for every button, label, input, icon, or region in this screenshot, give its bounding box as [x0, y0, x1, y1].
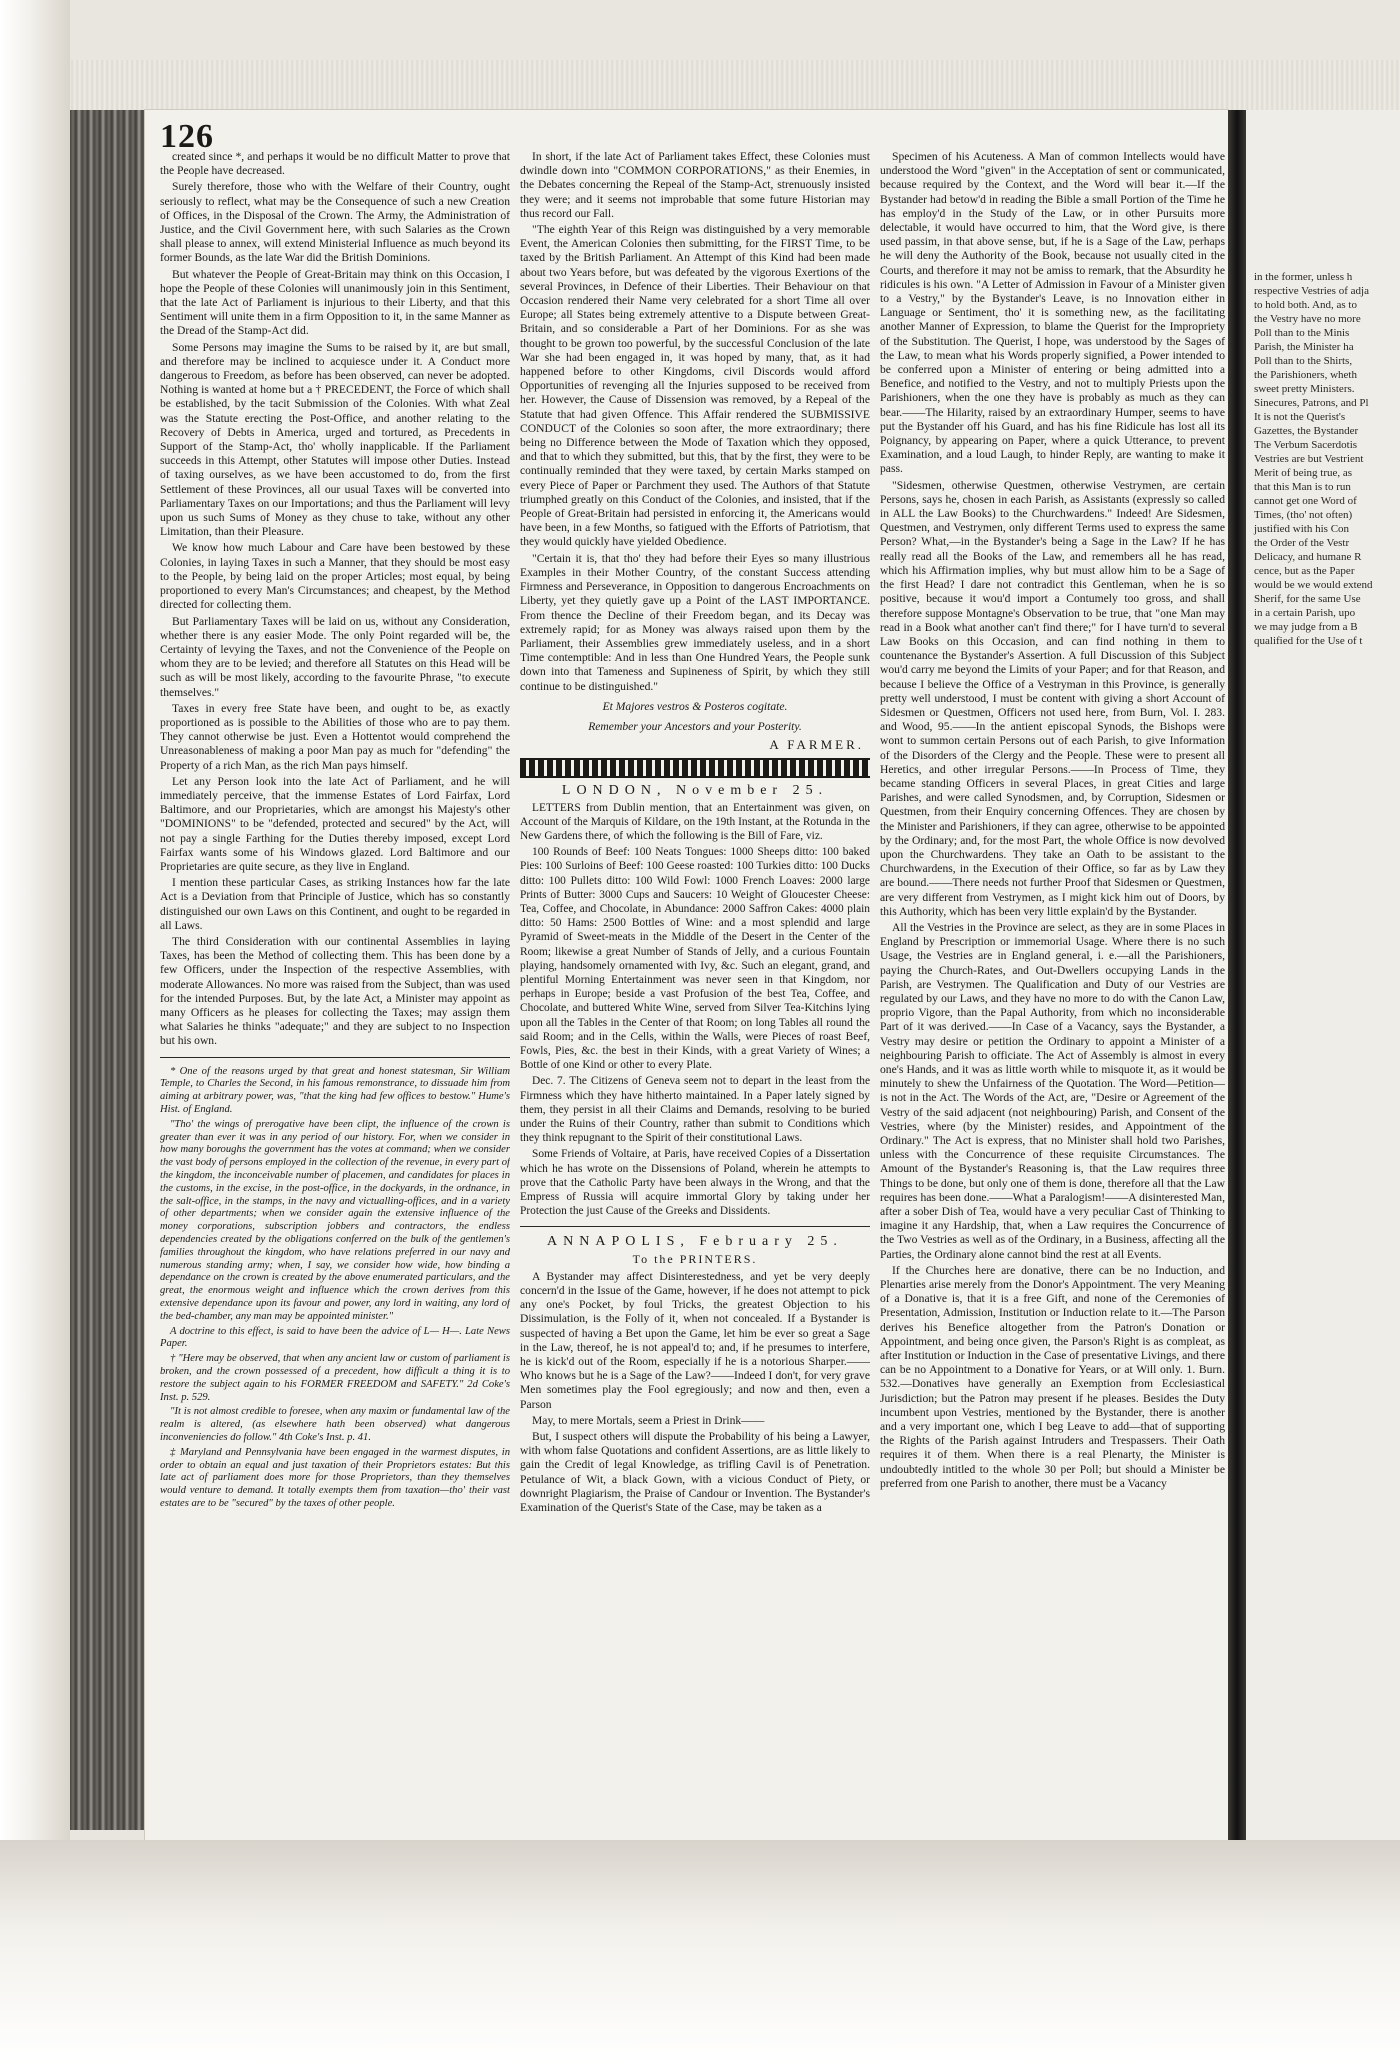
- paragraph: Let any Person look into the late Act of Parliament, and he will immediately perceive, that the immense Estates of Lord Fairfax, Lord Baltimore, and our Proprietaries, which are amongst his Majesty's other "DOMINIONS" to be "defended, protected and secured" by the Act, will not pay a single Farthing for the Duties thereby imposed, except Lord Fairfax wants some of his Windows glazed. Lord Baltimore and our Proprietaries are quite secure, as they live in England.: [160, 774, 510, 873]
- text-line: in the former, unless h: [1254, 271, 1353, 283]
- annapolis-dateline: ANNAPOLIS, February 25.: [547, 1234, 843, 1250]
- signature-a-farmer: A FARMER.: [769, 737, 864, 753]
- book-binding-edge: [70, 110, 145, 1830]
- text-line: Parish, the Minister ha: [1254, 341, 1354, 353]
- paragraph: "Sidesmen, otherwise Questmen, otherwise Vestrymen, are certain Persons, says he, chosen in each Parish, as Assistants (expressly so called in ALL the Law Books) to the Churchwardens." Indeed! Are Sidesmen, Questmen, and Vestrymen, only different Terms used to express the same Person? What,—in the Bystander's being a Sage in the Law? If he has really read all the Books of the Law, and remembers all he has read, which his Affirmation implies, why but must allow him to be a Sage of the first Head? I dare not contradict this Gentleman, when he is so positive, because it wou'd import a Contumely too gross, and shall therefore suppose Montagne's Observation to be true, that "one Man may read in a Book what another can't find there;" for I have turn'd to several Law Books on this Occasion, and can find nothing in them to countenance the Bystander's Assertion. A full Discussion of this Subject wou'd carry me beyond the Limits of your Paper; and for that Reason, and because I believe the Office of a Vestryman in this Province, is generally pretty well understood, I must be content with giving a short Account of Sidesmen or Questmen, Officers not used here, from Burn, Vol. I. 283. and Wood, 95.——In the antient episcopal Synods, the Bishops were wont to summon certain Persons out of each Parish, to give Information of the Disorders of the Clergy and the People. These were to present all Heretics, and other irregular Persons.——In Process of Time, they became standing Officers in several Places, in great Cities and large Parishes, and were called Synodsmen, and, by Corruption, Sidesmen or Questmen, from their Enquiry concerning Offences. They are chosen by the Minister and Parishioners, if they can agree, otherwise to be appointed by the Ordinary; and, for the most Part, the whole Office is now devolved upon the Churchwardens. They take an Oath to be assistant to the Churchwardens, in the Execution of their Office, so far as by Law they are bound.——There needs not further Proof that Sidesmen or Questmen, are very different from Vestrymen, as I might kick him out of Doors, by this Authority, which has been very little explain'd by the Bystander.: [880, 478, 1225, 918]
- paragraph: In short, if the late Act of Parliament takes Effect, these Colonies must dwindle down into "COMMON CORPORATIONS," as their Enemies, in the Debates concerning the Repeal of the Stamp-Act, strenuously insisted they were; and it seems not improbable that some future Historian may thus record our Fall.: [520, 150, 870, 220]
- page-number: 126: [160, 118, 214, 155]
- paragraph: 100 Rounds of Beef: 100 Neats Tongues: 1000 Sheeps ditto: 100 baked Pies: 100 Surloins of Beef: 100 Geese roasted: 100 Turkies ditto: 100 Ducks ditto: 100 Pullets ditto: 100 Wild Fowl: 1000 French Loaves: 2000 large Prints of Butter: 3000 Cups and Saucers: 10 Weight of Gloucester Cheese: Tea, Coffee, and Chocolate, in Abundance: 2000 Saffron Cakes: 4000 plain ditto: 50 Hams: 2500 Bottles of Wine: and a most splendid and large Pyramid of Sweet-meats in the Middle of the Desert in the Center of the Room; likewise a great Number of Stands of Jelly, and a curious Fountain playing, handsomely ornamented with Ivy, &c. Such an elegant, grand, and plentiful Morning Entertainment was never seen in that Kingdom, nor perhaps in Europe; beside a vast Profusion of the best Tea, Coffee, and Chocolate, and buttered White Wine, served from Silver Tea-Kitchins lying upon all the Tables in the Center of that Room; on long Tables all round the said Room; and in the Cells, within the Walls, were Pieces of roast Beef, Fowls, Pies, &c. the best in their Kinds, with a great Variety of Wines; a Bottle of one Kind or other to every Plate.: [520, 846, 870, 1072]
- paragraph: Surely therefore, those who with the Welfare of their Country, ought seriously to reflect, what may be the Consequence of such a new Creation of Offices, in the Disposal of the Crown. The Army, the Administration of Justice, and the Civil Government here, with such Salaries as the Crown shall please to annex, will extend Ministerial Influence as much beyond its former Bounds, as the late War did the British Dominions.: [160, 180, 510, 265]
- text-line: Poll than to the Minis: [1254, 327, 1350, 339]
- text-line: qualified for the Use of t: [1254, 635, 1363, 647]
- text-line: cence, but as the Paper: [1254, 565, 1355, 577]
- paragraph: Dec. 7. The Citizens of Geneva seem not to depart in the least from the Firmness which they have hitherto maintained. In a Paper lately signed by them, they persist in all their Claims and Demands, resolving to be buried under the Ruins of their Country, rather than submit to Conditions which they think repugnant to the Spirit of their constitutional Laws.: [520, 1075, 870, 1145]
- text-line: Times, (tho' not often): [1254, 509, 1353, 521]
- text-line: the Parishioners, wheth: [1254, 369, 1357, 381]
- facing-page-text: [1254, 270, 1394, 648]
- motto-translation: Remember your Ancestors and your Posterity.: [588, 719, 802, 733]
- paragraph: I mention these particular Cases, as striking Instances how far the late Act is a Deviation from that Principle of Justice, which has so constantly distinguished our own Laws on this Continent, and ought to be regarded in all Laws.: [160, 876, 510, 932]
- paragraph: If the Churches here are donative, there can be no Induction, and Plenarties arise merely from the Donor's Appointment. The very Meaning of a Donative is, that it is a free Gift, and none of the Ceremonies of Presentation, Admission, Institution or Induction relate to it.—The Parson derives his Benefice altogether from the Patron's Donation or Appointment, and being once given, the Parson's Right is as compleat, as after Institution or Induction in the Case of presentative Livings, and there can be no Appointment to a Donative for Years, or at Will only. 1. Burn. 532.—Donatives have generally an Exemption from Ecclesiastical Jurisdiction; but the Patron may present if he pleases. Besides the Duty incumbent upon Vestries, mentioned by the Bystander, there is another and a very important one, which I beg Leave to add—that of supporting the Rights of the Parish against Intruders and Trespassers. Their Oath requires it of them. When there is a real Plenarty, the Minister is undoubtedly intitled to the whole 30 per Poll; but should a Minister be preferred from one Parish to another, there must be a Vacancy: [880, 1263, 1225, 1490]
- section-divider: [520, 1226, 870, 1227]
- paragraph: May, to mere Mortals, seem a Priest in Drink——: [532, 1413, 765, 1427]
- paragraph: But Parliamentary Taxes will be laid on us, without any Consideration, whether there is any easier Mode. The only Point regarded will be, the Certainty of levying the Taxes, and not the Convenience of the People on whom they are to be levied; and therefore all Statutes on this Head will be such as will be most likely, according to the favourite Phrase, "to execute themselves.": [160, 614, 510, 699]
- latin-motto: Et Majores vestros & Posteros cogitate.: [602, 699, 788, 713]
- text-line: respective Vestries of adja: [1254, 285, 1369, 297]
- text-line: to hold both. And, as to: [1254, 299, 1357, 311]
- paragraph: LETTERS from Dublin mention, that an Entertainment was given, on Account of the Marquis of Kildare, on the 19th Instant, at the Rotunda in the New Gardens there, of which the following is the Bill of Fare, viz.: [520, 801, 870, 842]
- footnotes: [160, 1066, 510, 1511]
- footnote: "It is not almost credible to foresee, when any maxim or fundamental law of the realm is altered, (as elsewhere hath been observed) what dangerous inconveniencies do follow." 4th Coke's Inst. p. 41.: [160, 1406, 510, 1443]
- text-line: Sinecures, Patrons, and Pl: [1254, 397, 1369, 409]
- footnote: † "Here may be observed, that when any ancient law or custom of parliament is broken, and the crown possessed of a precedent, how difficult a thing it is to restore the subject again to his FORMER FREEDOM and SAFETY." 2d Coke's Inst. p. 529.: [160, 1353, 510, 1403]
- text-line: sweet pretty Ministers.: [1254, 383, 1355, 395]
- text-line: Vestries are but Vestrient: [1254, 453, 1364, 465]
- paragraph: A Bystander may affect Disinterestedness, and yet be very deeply concern'd in the Issue of the Game, however, if he does not attempt to pick any one's Pocket, by foul Tricks, the greatest Objection to his Dissimulation, is the Folly of it, when not concealed. If a Bystander is suspected of having a Bet upon the Game, let him be ever so great a Sage in the Law, thereof, he is not appeal'd to; and, if he presumes to interfere, he is kick'd out of the Room, especially if he is a notorious Sharper.——Who knows but he is a Sage of the Law?——Indeed I don't, for very grave Men sometimes play the Fool egregiously; and now and then, even a Parson: [520, 1269, 870, 1411]
- text-line: we may judge from a B: [1254, 621, 1358, 633]
- paragraph: But whatever the People of Great-Britain may think on this Occasion, I hope the People of these Colonies will unanimously join in this Sentiment, that the late Act of Parliament is injurious to their Liberty, and that this Sentiment will unite them in a firm Opposition to it, in the same Manner as the Dread of the Stamp-Act did.: [160, 267, 510, 338]
- text-line: Merit of being true, as: [1254, 467, 1353, 479]
- paragraph: We know how much Labour and Care have been bestowed by these Colonies, in laying Taxes in such a Manner, that they should be most easy to the People, by being laid on the proper Articles; most equal, by being proportioned to every Man's Circumstances; and cheapest, by the Method directed for collecting them.: [160, 541, 510, 612]
- text-line: It is not the Querist's: [1254, 411, 1346, 423]
- text-line: the Order of the Vestr: [1254, 537, 1350, 549]
- paragraph: created since *, and perhaps it would be no difficult Matter to prove that the People have decreased.: [160, 150, 510, 178]
- footnote: A doctrine to this effect, is said to have been the advice of L— H—. Late News Paper.: [160, 1325, 510, 1350]
- text-line: justified with his Con: [1254, 523, 1350, 535]
- paragraph: All the Vestries in the Province are select, as they are in some Places in England by Prescription or immemorial Usage. Where there is no such Usage, the Vestries are in England general, i. e.—all the Parishioners, paying the Church-Rates, and Out-Dwellers occupying Lands in the Parish, are Vestrymen. The Qualification and Duty of our Vestries are regulated by our Laws, and they have no more to do with the Canon Law, proprio Vigore, than the Papal Authority, from which no inconsiderable Part of it was derived.——In Case of a Vacancy, says the Bystander, a Vestry may desire or petition the Ordinary to appoint a Minister of a neighbouring Parish to officiate. The Act of Assembly is almost in every one's Hands, and it was as little worth while to misquote it, as it would be minutely to shew the Unfairness of the Quotation. The Word—Petition—is not in the Act. The Words of the Act, are, "Desire or Agreement of the Vestry of the said adjacent (not neighbouring) Parish, and Consent of the Vestries, where (by the Minister) resides, and Appointment of the Ordinary." The Act is express, that no Minister shall hold two Parishes, unless with the Concurrence of these requisite Circumstances. The Amount of the Bystander's Reasoning is, that the Law requires three Things to be done, but only one of them is done, therefore all that the Law requires has been done.——What a Paralogism!——A disinterested Man, after a sober Dish of Tea, would have a very peculiar Cast of Thinking to imagine it any Hardship, that, when a Law requires the Concurrence of the Two Vestries as well as of the Ordinary, in a Business, affecting all the Parties, the Ordinary alone cannot bind the rest at all Events.: [880, 920, 1225, 1261]
- text-line: Poll than to the Shirts,: [1254, 355, 1353, 367]
- column-right: [880, 150, 1225, 1830]
- paragraph: "Certain it is, that tho' they had before their Eyes so many illustrious Examples in their Mother Country, of the constant Success attending Firmness and Perseverance, in Opposition to dangerous Encroachments on Liberty, yet they quietly gave up a Point of the LAST IMPORTANCE. From thence the Decline of their Freedom began, and its Decay was extremely rapid; for as Money was always raised upon them by the Parliament, their Assemblies grew immediately useless, and in a short Time contemptible: And in less than One Hundred Years, the People sunk down into that Tameness and Supineness of Spirit, by which they still continue to be distinguished.": [520, 551, 870, 693]
- column-middle: [520, 150, 870, 1830]
- paragraph: Specimen of his Acuteness. A Man of common Intellects would have understood the Word "given" in the Acceptation of sent or communicated, because required by the Context, and the Word will bear it.—If the Bystander had betow'd in reading the Bible a small Portion of the Time he has employ'd in the Study of the Law, or in other Pursuits more delectable, it would have occurred to him, that the Word give, is there used passim, in that above sense, but, if he is a Sage of the Law, perhaps he will deny the Authority of the Book, because not usually cited in the Courts, and therefore it may not be amiss to remark, that the Absurdity he ridicules is his own. "A Letter of Admission in Favour of a Minister given to a Vestry," by the Bystander's Leave, is no Innovation either in Language or Sentiment, tho' it is something new, as the facilitating another Manner of Expression, to blame the Querist for the Impropriety of the Substitution. The Querist, I hope, was understood by the Sages of the Law, to mean what his Words properly signified, a Power intended to be conferred upon a Minister of entering or being admitted into a Benefice, and notified to the Vestry, and not to multiply Priests upon the Parishioners, when the one they have is probably as much as they can bear.——The Hilarity, raised by an extraordinary Humper, seems to have put the Bystander off his Guard, and has his fine Ridicule has lost all its Poignancy, by appearing on Paper, where a quick Utterance, to prevent Examination, and a loud Laugh, to hinder Reply, are wanting to make it pass.: [880, 150, 1225, 476]
- scan-left-margin: [0, 0, 70, 2065]
- text-line: Gazettes, the Bystander: [1254, 425, 1359, 437]
- paragraph: Taxes in every free State have been, and ought to be, as exactly proportioned as is possible to the Abilities of those who are to pay them. They cannot otherwise be just. Even a Hottentot would comprehend the Unreasonableness of making a poor Man pay as much for "defending" the Property of a rich Man, as the rich Man pays himself.: [160, 701, 510, 772]
- text-line: cannot get one Word of: [1254, 495, 1357, 507]
- ornamental-divider: [520, 758, 870, 778]
- facing-page-fragment: [1246, 110, 1400, 1840]
- page-gutter: [1228, 110, 1246, 1840]
- footnote: * One of the reasons urged by that great and honest statesman, Sir William Temple, to Charles the Second, in his famous remonstrance, to dissuade him from aiming at arbitrary power, was, "that the king had few offices to bestow." Hume's Hist. of England.: [160, 1065, 510, 1115]
- text-line: the Vestry have no more: [1254, 313, 1361, 325]
- scan-bottom-margin: [0, 1840, 1400, 2065]
- footnote: ‡ Maryland and Pennsylvania have been engaged in the warmest disputes, in order to obtain an equal and just taxation of their Proprietors estates: But this late act of parliament does more for those Proprietors, than they themselves would venture to demand. It totally exempts them from taxation—tho' their vast estates are to be "secured" by the taxes of other people.: [160, 1446, 510, 1509]
- text-line: that this Man is to run: [1254, 481, 1351, 493]
- paragraph: The third Consideration with our continental Assemblies in laying Taxes, has been the Method of collecting them. This has been done by a few Officers, under the Inspection of the respective Assemblies, with moderate Allowances. No more was raised from the Subject, than was used for the intended Purposes. But, by the late Act, a Minister may appoint as many Officers as he pleases for collecting the Taxes; may assign them what Salaries he thinks "adequate;" and they are subject to no Inspection but his own.: [160, 934, 510, 1048]
- paragraph: Some Friends of Voltaire, at Paris, have received Copies of a Dissertation which he has wrote on the Dissensions of Poland, wherein he attempts to prove that the Catholic Party have been always in the Wrong, and that the Empress of Russia will acquire immortal Glory by taking under her Protection the just Cause of the Greeks and Dissidents.: [520, 1148, 870, 1218]
- text-line: Sherif, for the same Use: [1254, 593, 1361, 605]
- paragraph: But, I suspect others will dispute the Probability of his being a Lawyer, with whom false Quotations and confident Assertions, are as little likely to gain the Credit of legal Knowledge, as trifling Cavil is of Penetration. Petulance of Wit, a black Gown, with a vicious Conduct of Piety, or downright Plagiarism, the Praise of Candour or Invention. The Bystander's Examination of the Querist's State of the Case, may be taken as a: [520, 1430, 870, 1515]
- column-left: [160, 150, 510, 1830]
- text-line: The Verbum Sacerdotis: [1254, 439, 1358, 451]
- london-dateline: LONDON, November 25.: [561, 783, 829, 799]
- text-line: Delicacy, and humane R: [1254, 551, 1362, 563]
- paragraph: Some Persons may imagine the Sums to be raised by it, are but small, and therefore may be inclined to acquiesce under it. A Conduct more dangerous to Freedom, as before has been observed, can never be adopted. Nothing is wanted at home but a † PRECEDENT, the Force of which shall be established, by the tacit Submission of the Colonies. With what Zeal was the Statute erecting the Post-Office, and another relating to the Recovery of Debts in America, urged and tortured, as Precedents in Support of the Stamp-Act, tho' wholly inapplicable. If the Parliament succeeds in this Attempt, other Statutes will impose other Duties. Instead of taxing ourselves, as we have been accustomed to do, from the first Settlement of these Provinces, all our usual Taxes will be converted into Parliamentary Taxes on our Importations; and thus the Parliament will levy upon us such Sums of Money as they chuse to take, without any other Limitation, than their Pleasure.: [160, 340, 510, 539]
- text-line: would be we would extend: [1254, 579, 1373, 591]
- footnote: "Tho' the wings of prerogative have been clipt, the influence of the crown is greater than ever it was in any period of our history. For, when we consider in how many boroughs the government has the votes at command; when we consider the vast body of persons employed in the collection of the revenue, in every part of the kingdom, the inconceivable number of placemen, and candidates for places in the customs, in the excise, in the post-office, in the dockyards, in the ordnance, in the salt-office, in the stamps, in the navy and victualling-offices, and in a variety of other departments; when we consider again the extensive influence of the money corporations, subscription jobbers and contractors, the endless dependencies created by the obligations conferred on the bulk of the gentlemen's families throughout the kingdom, who have relations preferred in our navy and numerous standing army; when, I say, we consider how wide, how binding a dependance on the crown is created by the above enumerated particulars, and the great, the enormous weight and influence which the crown derives from this extensive dependance upon its favour and power, any lord in waiting, any lord of the bed-chamber, any man may be appointed minister.": [160, 1118, 510, 1322]
- text-line: in a certain Parish, upo: [1254, 607, 1356, 619]
- letter-salutation: To the PRINTERS.: [632, 1251, 758, 1266]
- footnote-divider: [160, 1057, 510, 1058]
- scan-top-margin: [0, 60, 1400, 110]
- paragraph: "The eighth Year of this Reign was distinguished by a very memorable Event, the American Colonies then submitting, for the FIRST Time, to be taxed by the British Parliament. An Attempt of this Kind had been made about two Years before, but was defeated by the vigorous Exertions of the several Provinces, in Defence of their Liberties. Their Behaviour on that Occasion rendered their Name very celebrated for a short Time all over Europe; all States being extremely attentive to a Dispute between Great-Britain, and so considerable a Part of her Dominions. For as she was thought to be grown too powerful, by the successful Conclusion of the late War she had been engaged in, it was hoped by many, that, as it had happened before to other Kingdoms, civil Discords would afford Opportunities of revenging all the Injuries supposed to be received from her. However, the Cause of Dissension was removed, by a Repeal of the Statute that had given Offence. This Affair rendered the SUBMISSIVE CONDUCT of the Colonies so soon after, the more extraordinary; there being no Difference between the Mode of Taxation which they opposed, and that to which they submitted, but this, that by the first, they were to be continually reminded that they were taxed, by certain Marks stamped on every Piece of Paper or Parchment they used. The Authors of that Statute triumphed greatly on this Conduct of the Colonies, and insisted, that if the People of Great-Britain had persisted in enforcing it, the Americans would have been, in a few Months, so fatigued with the Efforts of Patriotism, that they would quickly have yielded Obedience.: [520, 223, 870, 549]
